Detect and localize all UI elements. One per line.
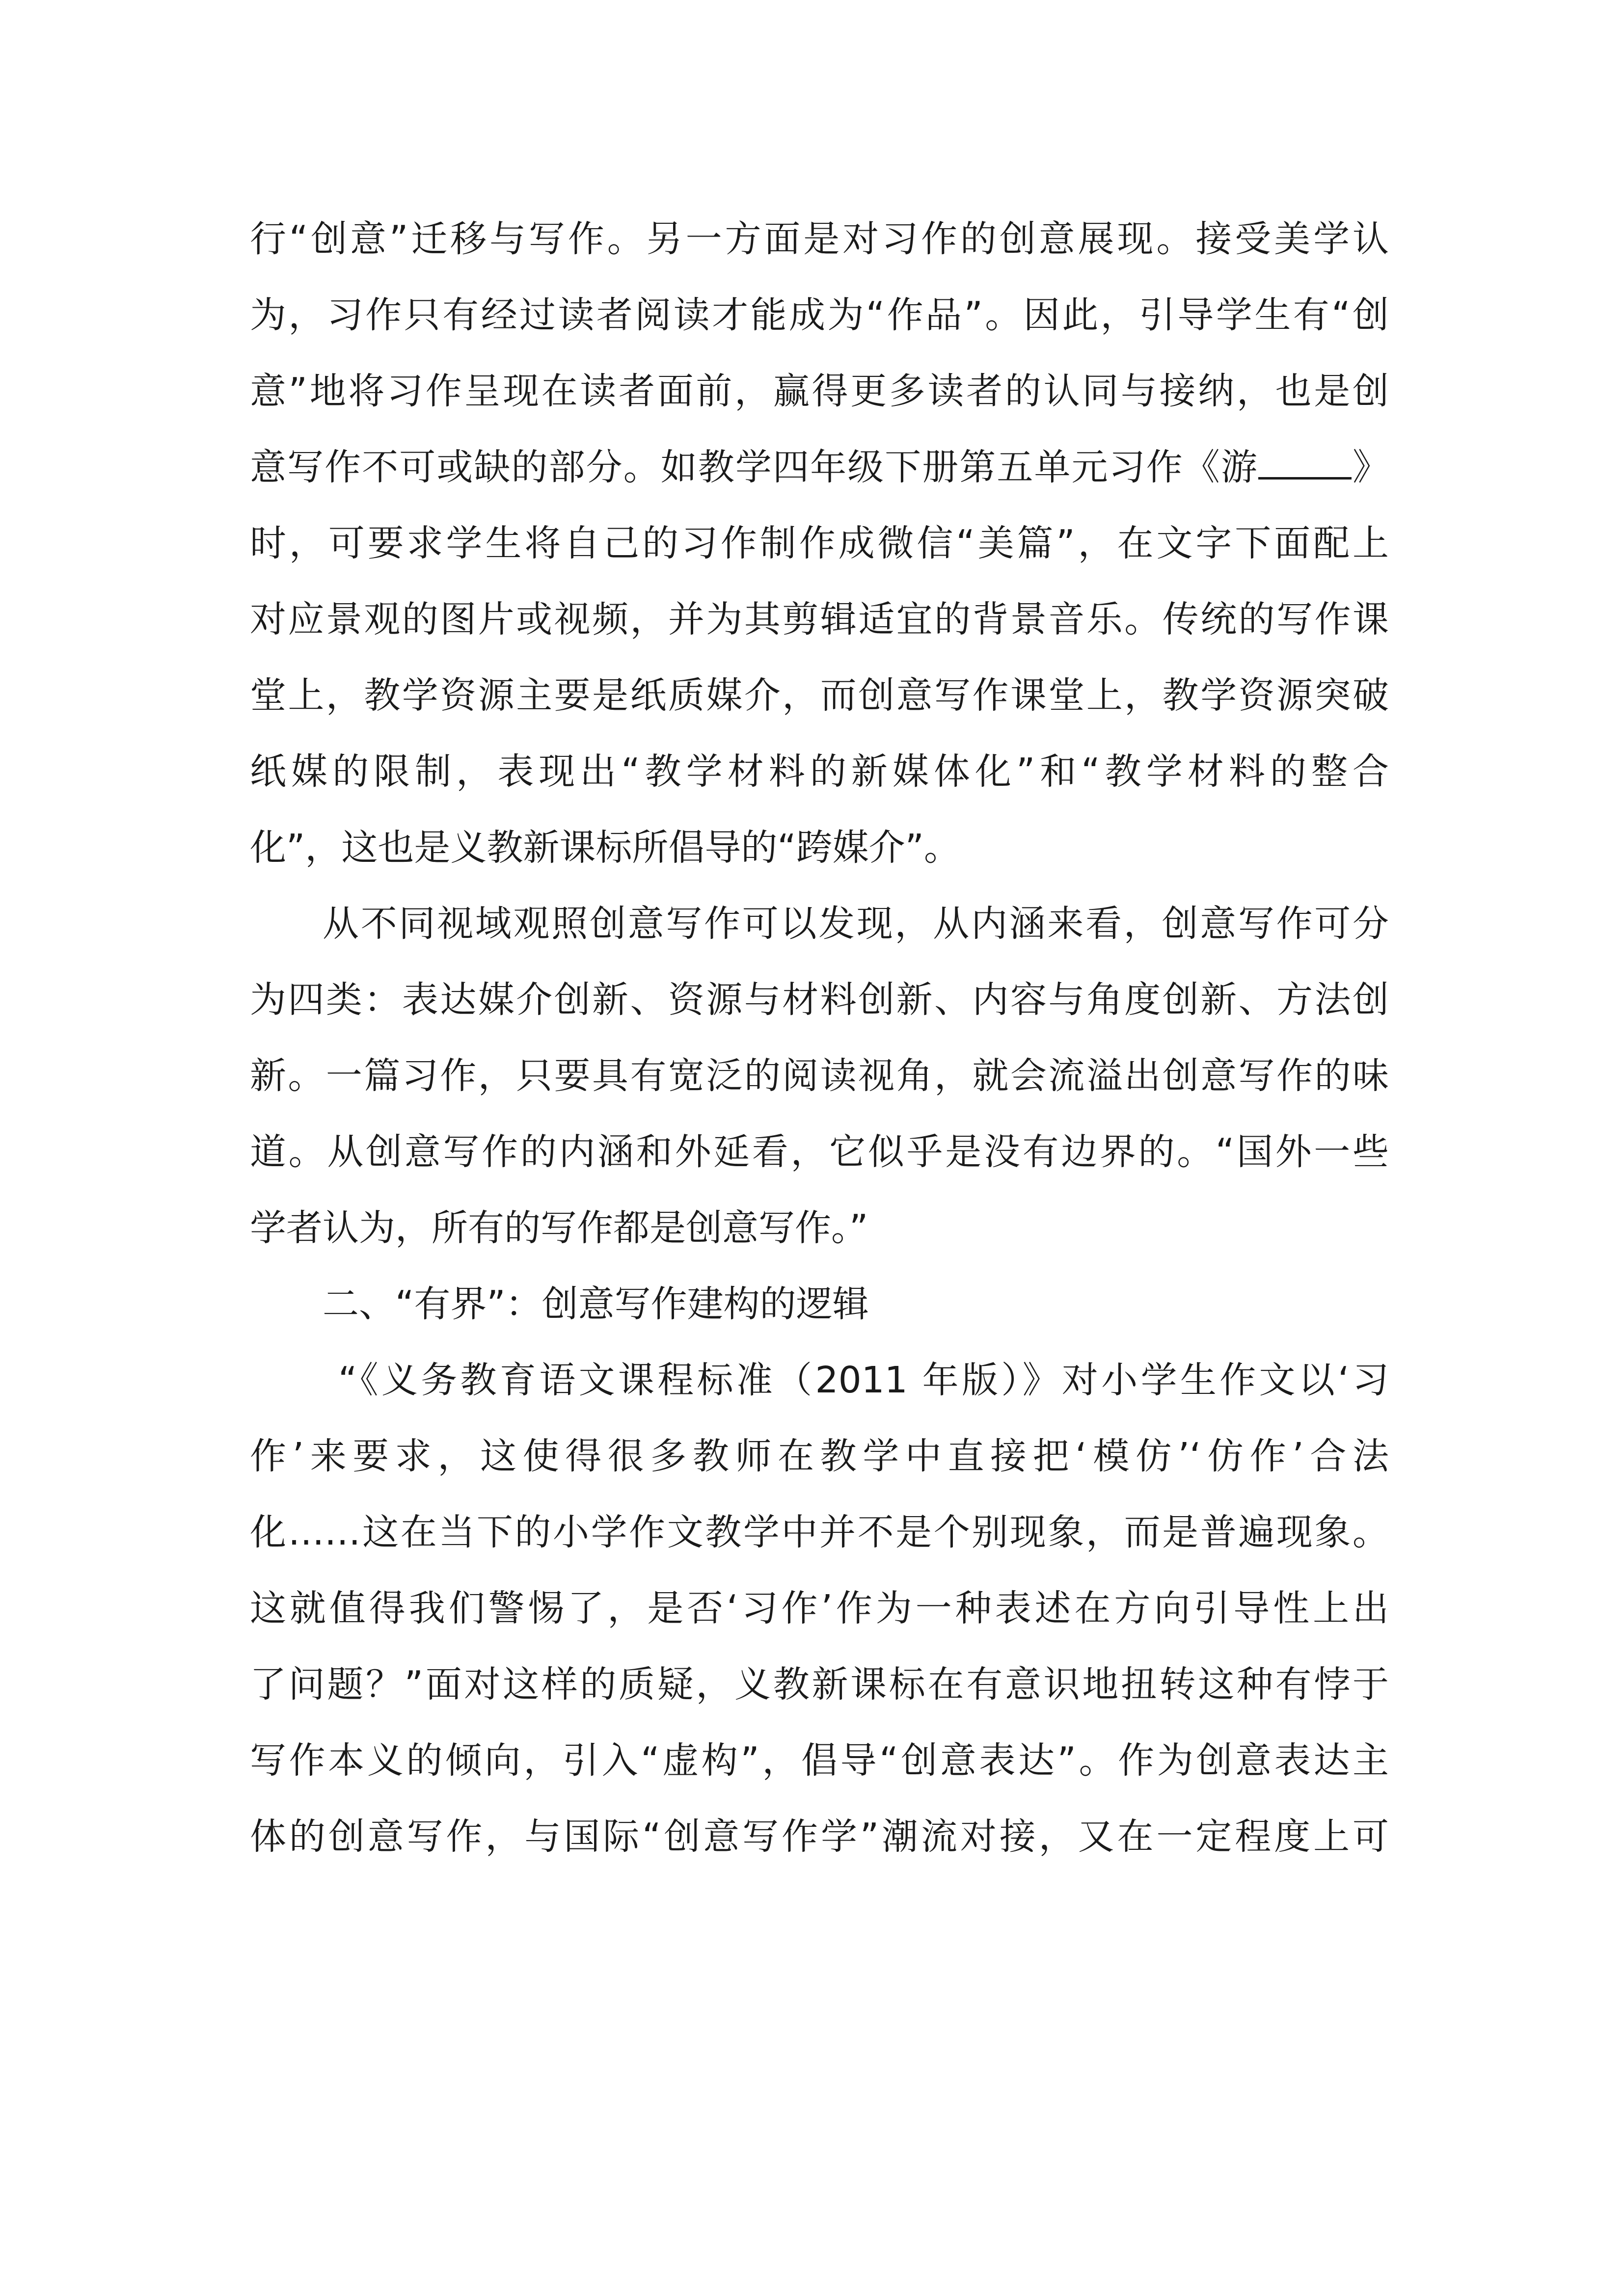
paragraph-1-line-4	[250, 429, 1389, 506]
paragraph-1-line-1: 行“创意”迁移与写作。另一方面是对习作的创意展现。接受美学认	[250, 218, 1389, 260]
paragraph-1-line-8: 纸媒的限制，表现出“教学材料的新媒体化”和“教学材料的整合	[250, 750, 1389, 793]
paragraph-3-line-6: 写作本义的倾向，引入“虚构”，倡导“创意表达”。作为创意表达主	[250, 1739, 1389, 1782]
section-heading: 二、“有界”：创意写作建构的逻辑	[323, 1283, 869, 1325]
paragraph-1-line-3: 意”地将习作呈现在读者面前，赢得更多读者的认同与接纳，也是创	[250, 370, 1389, 412]
paragraph-3-line-7: 体的创意写作，与国际“创意写作学”潮流对接，又在一定程度上可	[250, 1815, 1389, 1858]
paragraph-2-line-1: 从不同视域观照创意写作可以发现，从内涵来看，创意写作可分	[323, 903, 1389, 945]
paragraph-2-line-2: 为四类：表达媒介创新、资源与材料创新、内容与角度创新、方法创	[250, 979, 1389, 1021]
fill-in-blank	[1258, 448, 1352, 480]
paragraph-1-line-2: 为，习作只有经过读者阅读才能成为“作品”。因此，引导学生有“创	[250, 294, 1389, 336]
paragraph-1-line-6: 对应景观的图片或视频，并为其剪辑适宜的背景音乐。传统的写作课	[250, 598, 1389, 641]
paragraph-3-line-4: 这就值得我们警惕了，是否‘习作’作为一种表述在方向引导性上出	[250, 1587, 1389, 1629]
paragraph-1-line-4-end: 》	[1351, 446, 1389, 488]
paragraph-3-line-2: 作’来要求，这使得很多教师在教学中直接把‘模仿’‘仿作’合法	[250, 1435, 1389, 1477]
paragraph-2-line-4: 道。从创意写作的内涵和外延看，它似乎是没有边界的。“国外一些	[250, 1131, 1389, 1173]
paragraph-2-line-3: 新。一篇习作，只要具有宽泛的阅读视角，就会流溢出创意写作的味	[250, 1055, 1389, 1097]
paragraph-1-line-4-text: 意写作不可或缺的部分。如教学四年级下册第五单元习作《游	[250, 446, 1258, 488]
document-body	[250, 201, 1389, 1875]
paragraph-2-line-5: 学者认为，所有的写作都是创意写作。”	[250, 1207, 868, 1249]
paragraph-3-line-1: “《义务教育语文课程标准（2011 年版）》对小学生作文以‘习	[338, 1359, 1389, 1401]
paragraph-1-line-5: 时，可要求学生将自己的习作制作成微信“美篇”，在文字下面配上	[250, 522, 1389, 564]
paragraph-3-line-3: 化……这在当下的小学作文教学中并不是个别现象，而是普遍现象。	[250, 1511, 1389, 1553]
paragraph-1-line-9: 化”，这也是义教新课标所倡导的“跨媒介”。	[250, 827, 961, 869]
paragraph-1-line-7: 堂上，教学资源主要是纸质媒介，而创意写作课堂上，教学资源突破	[250, 674, 1389, 717]
paragraph-3-line-5: 了问题？”面对这样的质疑，义教新课标在有意识地扭转这种有悖于	[250, 1663, 1389, 1706]
